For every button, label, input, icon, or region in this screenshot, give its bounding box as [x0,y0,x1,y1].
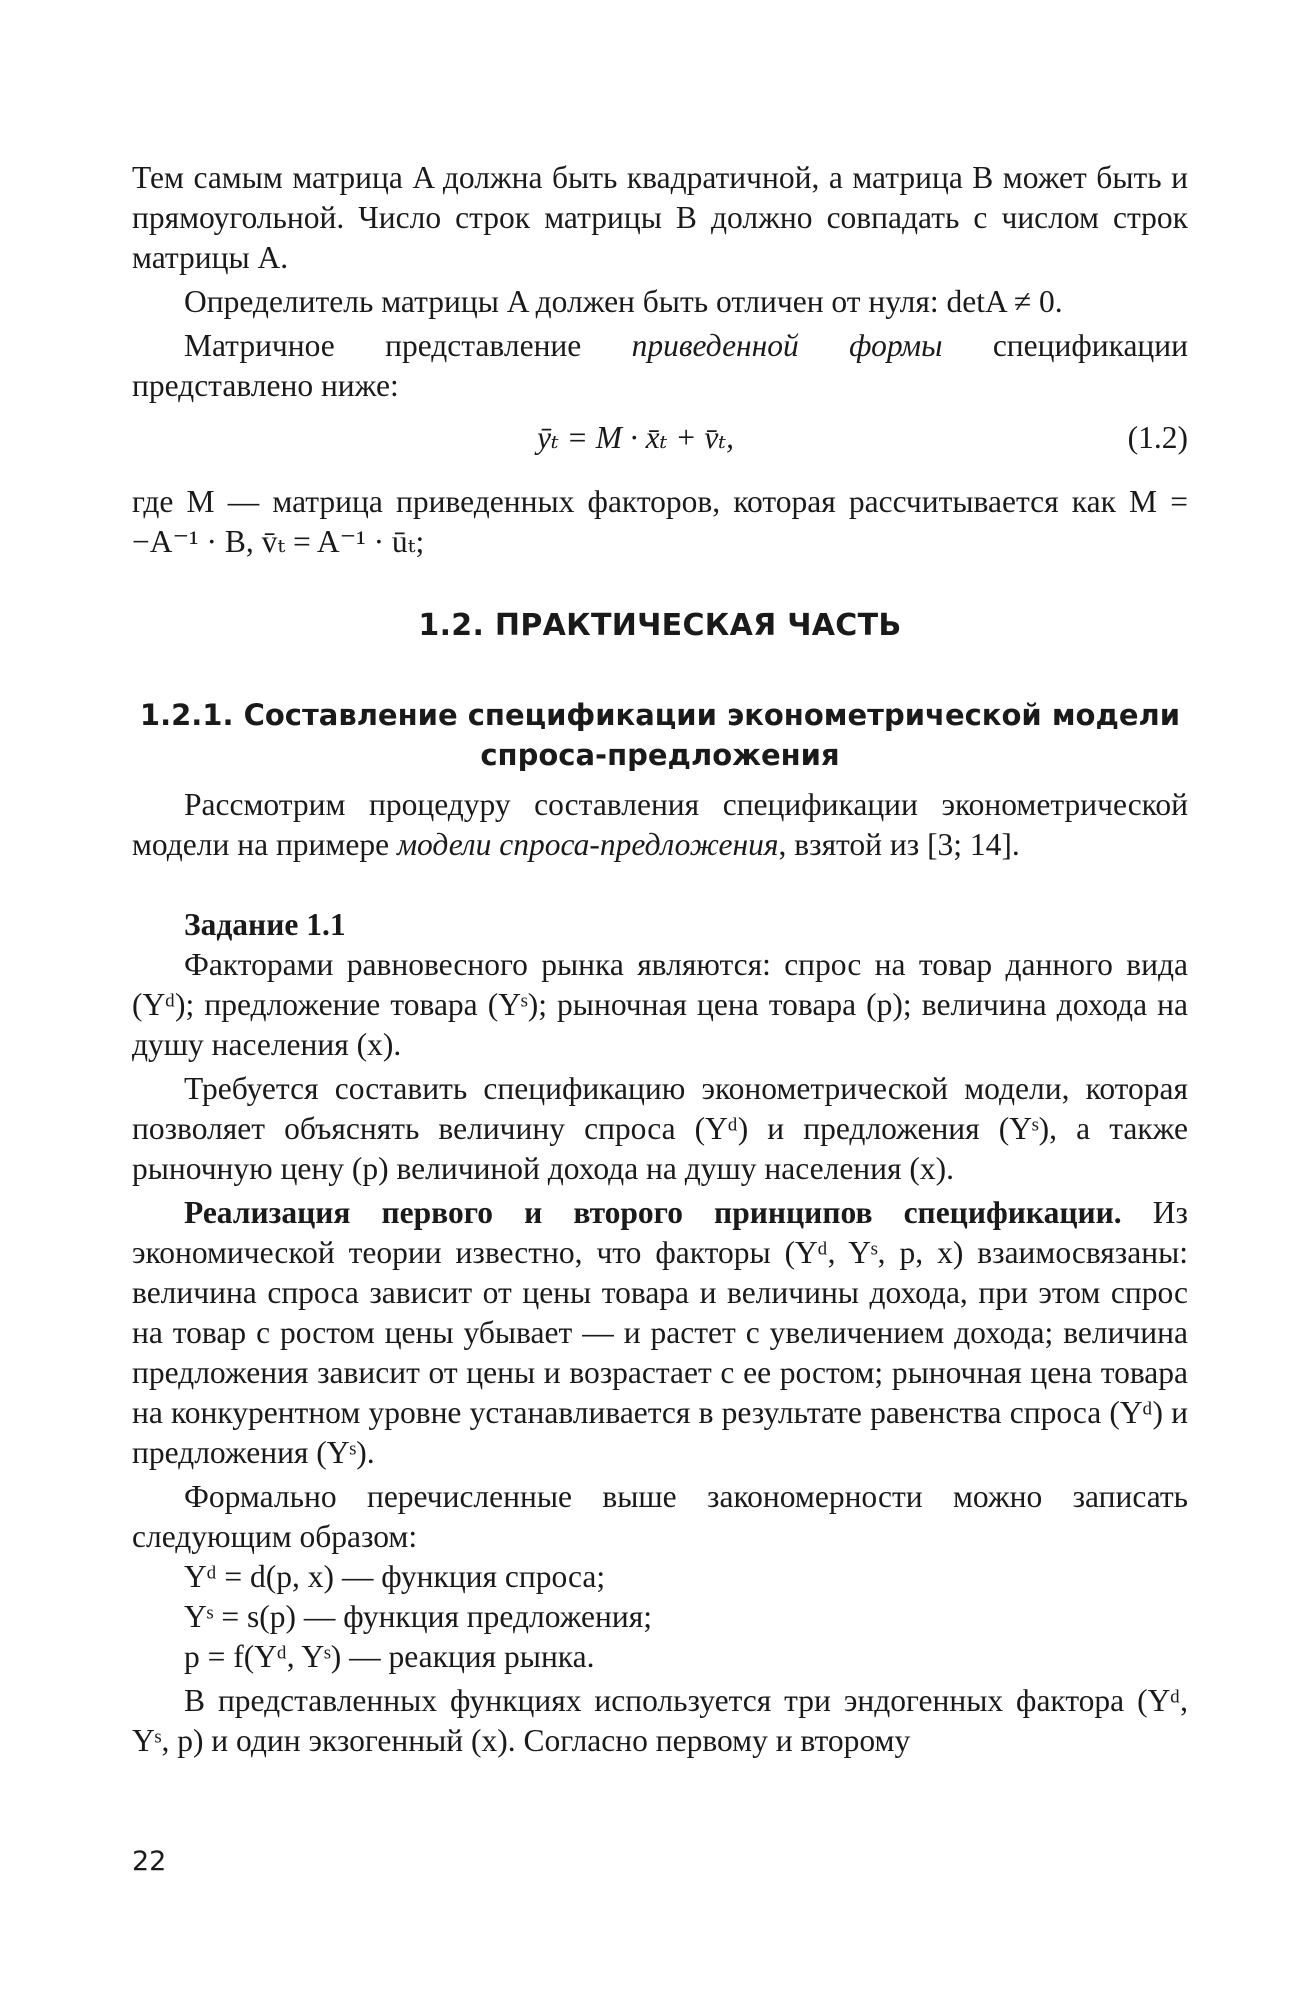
paragraph-procedure: Рассмотрим процедуру составления спецификации эконометрической модели на примере модели спроса-предложения, взятой из [3; 14]. [132,787,1188,862]
subsection-heading [132,695,1188,775]
subsection-heading-line-1: 1.2.1. Составление спецификации эконометрической модели [139,698,1181,732]
paragraph-endogenous: В представленных функциях используется три эндогенных фактора (Yᵈ, Yˢ, p) и один экзогенный (x). Согласно первому и второму [132,1683,1188,1758]
formula-reduced-form: ȳₜ = M · x̄ₜ + v̄ₜ, [537,420,734,455]
formula-market: p = f(Yᵈ, Yˢ) — реакция рынка. [184,1639,595,1674]
paragraph-principles: Реализация первого и второго принципов спецификации. Из экономической теории известно, что факторы (Yᵈ, Yˢ, p, x) взаимосвязаны: величина спроса зависит от цены товара и величины дохода, при этом спрос на товар с ростом цены убывает — и растет с увеличением дохода; величина предложения зависит от цены и возрастает с ее ростом; рыночная цена товара на конкурентном уровне устанавливается в результате равенства спроса (Yᵈ) и предложения (Yˢ). [132,1195,1188,1470]
paragraph-reduced-form: Матричное представление приведенной формы спецификации представлено ниже: [132,328,1188,403]
task-heading: Задание 1.1 [184,907,346,942]
formula-block-1-2 [132,412,1188,474]
subsection-heading-line-2: спроса-предложения [480,738,840,772]
paragraph-factors: Факторами равновесного рынка являются: спрос на товар данного вида (Yᵈ); предложение товара (Yˢ); рыночная цена товара (p); величина дохода на душу населения (x). [132,947,1188,1062]
paragraph-formal: Формально перечисленные выше закономерности можно записать следующим образом: [132,1479,1188,1554]
paragraph-determinant: Определитель матрицы A должен быть отличен от нуля: detA ≠ 0. [184,284,1063,319]
page-number: 22 [132,1846,167,1877]
formula-supply: Yˢ = s(p) — функция предложения; [184,1599,652,1634]
paragraph-matrix-shape: Тем самым матрица A должна быть квадратичной, а матрица B может быть и прямоугольной. Число строк матрицы B должно совпадать с числом строк матрицы A. [132,160,1188,275]
paragraph-requirement: Требуется составить спецификацию эконометрической модели, которая позволяет объяснять величину спроса (Yᵈ) и предложения (Yˢ), а также рыночную цену (p) величиной дохода на душу населения (x). [132,1071,1188,1186]
section-heading: 1.2. ПРАКТИЧЕСКАЯ ЧАСТЬ [418,608,902,643]
paragraph-matrix-m: где M — матрица приведенных факторов, которая рассчитывается как M = −A⁻¹ · B, v̄ₜ = A⁻¹ · ūₜ; [132,484,1188,559]
formula-demand: Yᵈ = d(p, x) — функция спроса; [184,1559,606,1594]
formula-number: (1.2) [1127,420,1188,455]
